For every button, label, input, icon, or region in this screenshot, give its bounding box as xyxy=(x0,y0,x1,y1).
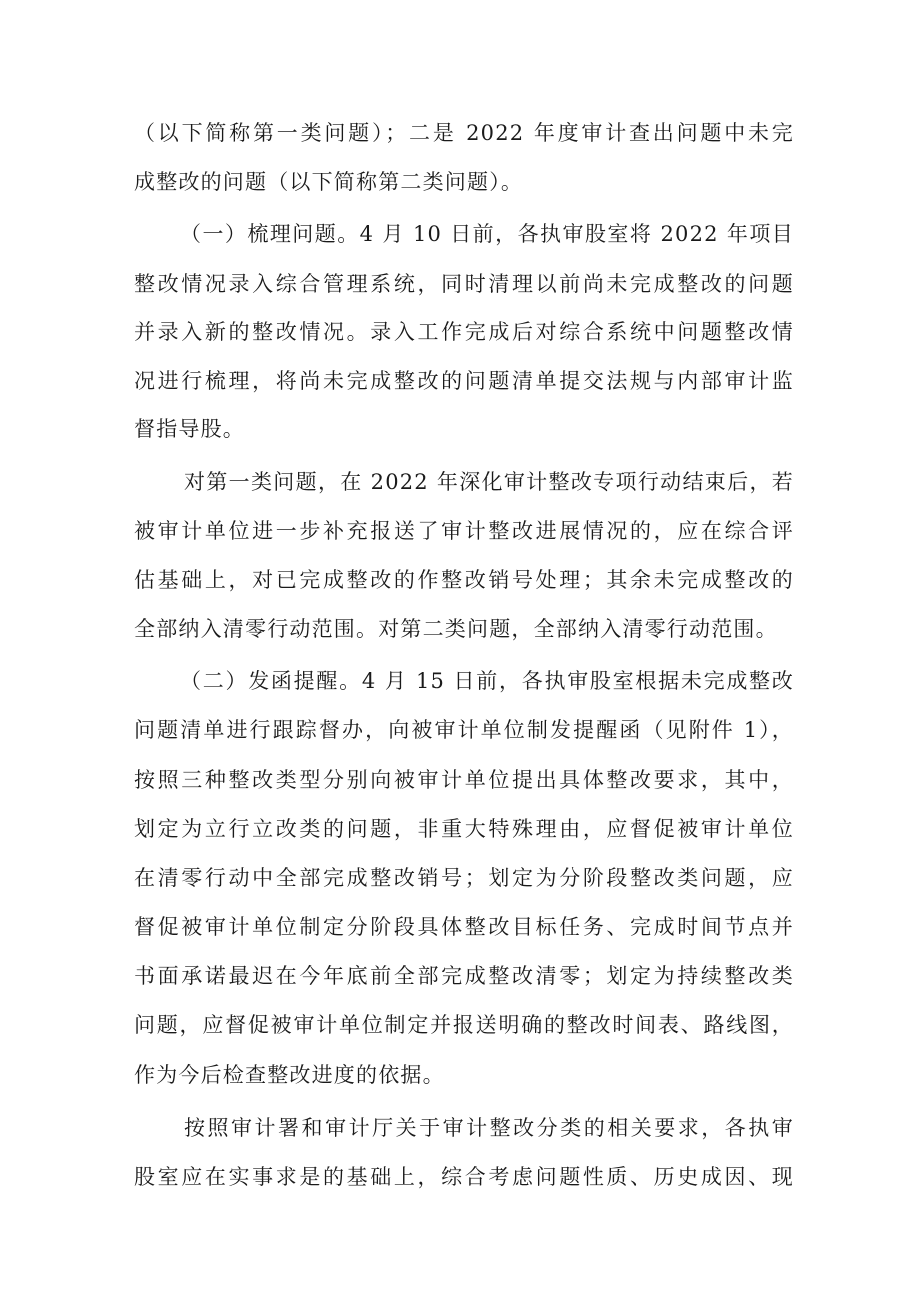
paragraph-line-20: 作为今后检查整改进度的依据。 xyxy=(134,1063,445,1087)
paragraph-line-7: 督指导股。 xyxy=(134,417,245,441)
paragraph-line-11: 全部纳入清零行动范围。对第二类问题，全部纳入清零行动范围。 xyxy=(134,617,778,641)
paragraph-line-19: 问题，应督促被审计单位制定并报送明确的整改时间表、路线图， xyxy=(134,1013,794,1037)
paragraph-line-8: 对第一类问题，在 2022 年深化审计整改专项行动结束后，若 xyxy=(184,470,794,494)
section-1-heading-line: （一）梳理问题。4 月 10 日前，各执审股室将 2022 年项目 xyxy=(180,222,794,246)
paragraph-line-5: 并录入新的整改情况。录入工作完成后对综合系统中问题整改情 xyxy=(134,320,794,344)
paragraph-line-16: 在清零行动中全部完成整改销号；划定为分阶段整改类问题，应 xyxy=(134,866,794,890)
paragraph-line-18: 书面承诺最迟在今年底前全部完成整改清零；划定为持续整改类 xyxy=(134,964,794,988)
paragraph-line-10: 估基础上，对已完成整改的作整改销号处理；其余未完成整改的 xyxy=(134,568,794,592)
paragraph-line-4: 整改情况录入综合管理系统，同时清理以前尚未完成整改的问题 xyxy=(134,272,794,296)
paragraph-line-9: 被审计单位进一步补充报送了审计整改进展情况的，应在综合评 xyxy=(134,519,794,543)
paragraph-line-14: 按照三种整改类型分别向被审计单位提出具体整改要求，其中， xyxy=(134,768,794,792)
paragraph-line-17: 督促被审计单位制定分阶段具体整改目标任务、完成时间节点并 xyxy=(134,915,794,939)
paragraph-line-13: 问题清单进行跟踪督办，向被审计单位制发提醒函（见附件 1）， xyxy=(134,718,794,742)
paragraph-line-6: 况进行梳理，将尚未完成整改的问题清单提交法规与内部审计监 xyxy=(134,369,794,393)
paragraph-line-21: 按照审计署和审计厅关于审计整改分类的相关要求，各执审 xyxy=(184,1116,794,1140)
paragraph-line-15: 划定为立行立改类的问题，非重大特殊理由，应督促被审计单位 xyxy=(134,817,794,841)
paragraph-line-1: （以下简称第一类问题）；二是 2022 年度审计查出问题中未完 xyxy=(134,121,794,145)
paragraph-line-22: 股室应在实事求是的基础上，综合考虑问题性质、历史成因、现 xyxy=(134,1165,794,1189)
paragraph-line-2: 成整改的问题（以下简称第二类问题）。 xyxy=(134,170,524,194)
section-2-heading-line: （二）发函提醒。4 月 15 日前，各执审股室根据未完成整改 xyxy=(180,669,794,693)
